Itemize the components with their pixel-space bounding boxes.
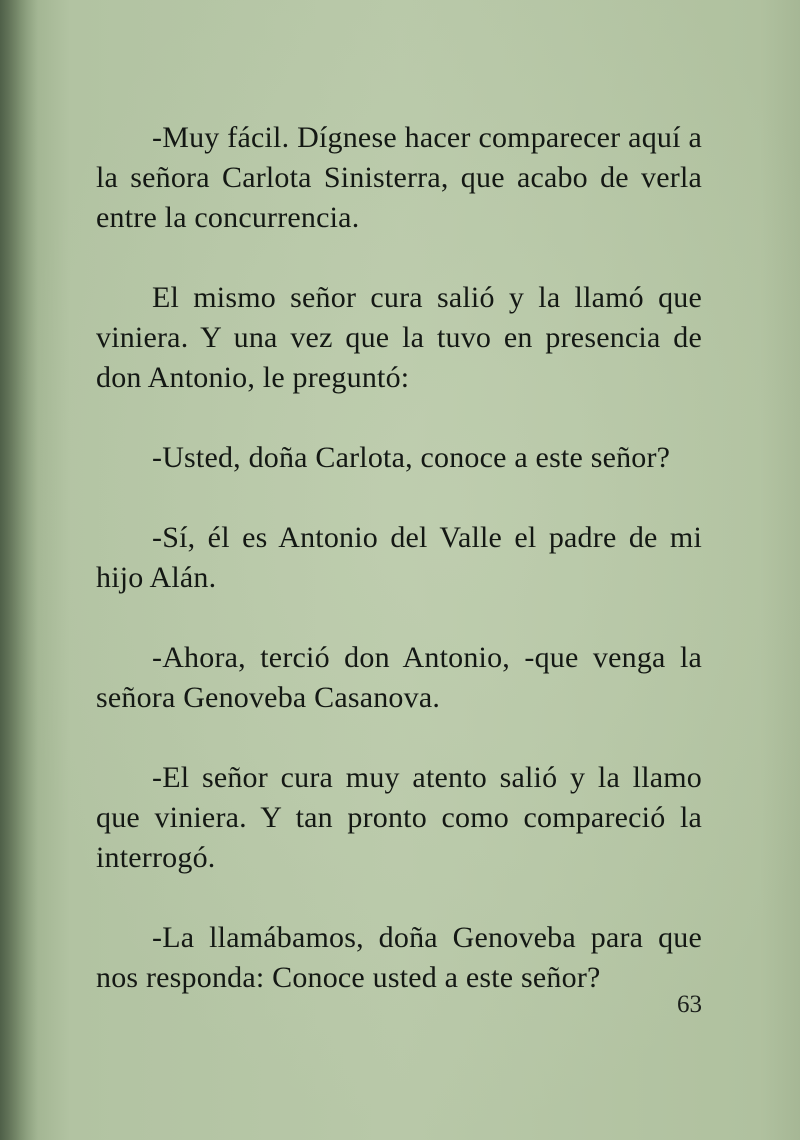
paragraph-2: El mismo señor cura salió y la llamó que viniera. Y una vez que la tuvo en presencia de don Antonio, le preguntó: bbox=[96, 281, 702, 394]
paragraph-4: -Sí, él es Antonio del Valle el padre de mi hijo Alán. bbox=[96, 521, 702, 594]
paragraph-6: -El señor cura muy atento salió y la llamo que viniera. Y tan pronto como compareció la interrogó. bbox=[96, 761, 702, 874]
spine-shadow bbox=[0, 0, 38, 1140]
paragraph-1: -Muy fácil. Dígnese hacer comparecer aquí a la señora Carlota Sinisterra, que acabo de verla entre la concurrencia. bbox=[96, 121, 702, 234]
page-number: 63 bbox=[677, 991, 702, 1018]
paragraph-5: -Ahora, terció don Antonio, -que venga la señora Genoveba Casanova. bbox=[96, 641, 702, 714]
paragraph-3: -Usted, doña Carlota, conoce a este señor? bbox=[152, 441, 671, 474]
body-text bbox=[96, 118, 702, 1038]
paragraph-7: -La llamábamos, doña Genoveba para que nos responda: Conoce usted a este señor? bbox=[96, 921, 702, 994]
